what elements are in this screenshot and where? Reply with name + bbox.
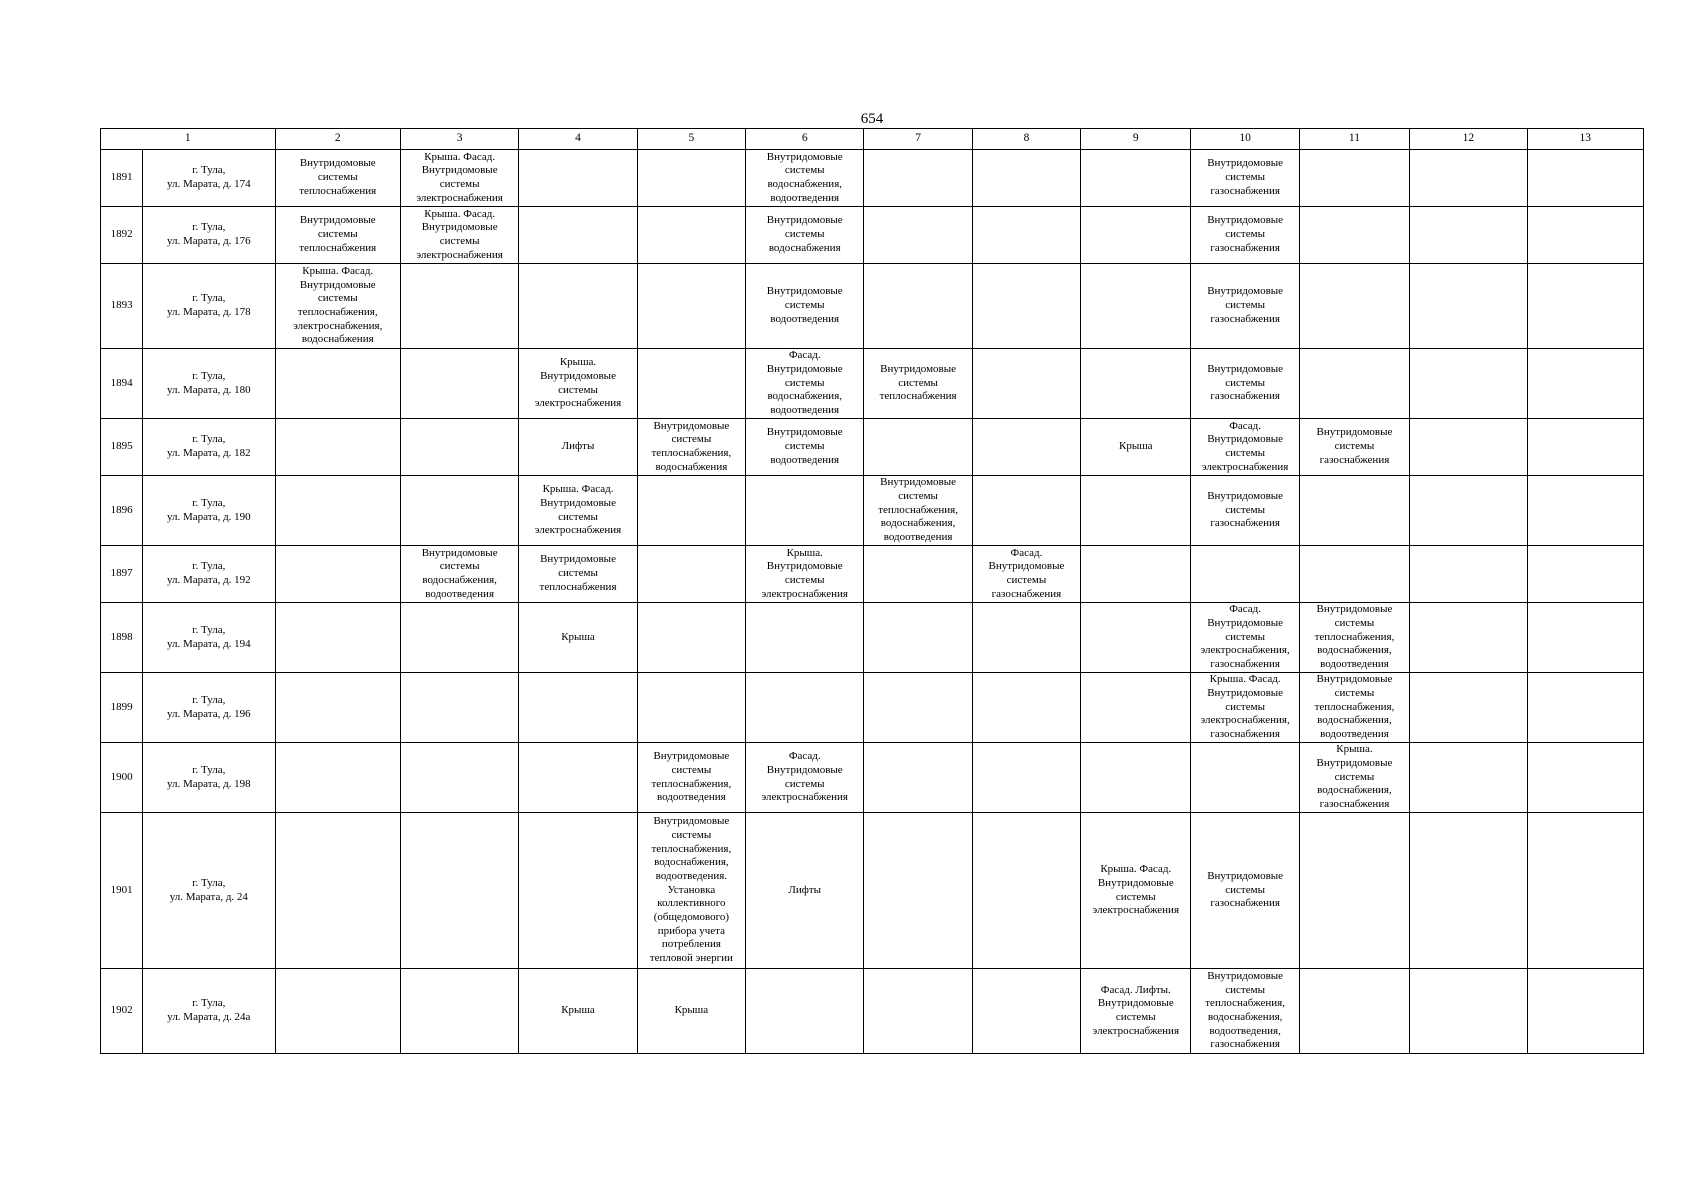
work-cell [972,673,1080,743]
work-cell [1410,969,1527,1054]
work-cell [1527,476,1643,546]
row-number: 1895 [101,419,143,476]
row-number: 1894 [101,349,143,419]
work-cell [400,264,518,349]
work-cell [864,150,972,207]
work-cell [400,476,518,546]
work-cell [400,743,518,813]
work-cell [1410,207,1527,264]
work-cell [1299,264,1409,349]
work-cell: Крыша. Фасад. Внутридомовые системы электроснабжения [1081,813,1191,969]
work-cell: Крыша [1081,419,1191,476]
work-cell [519,207,637,264]
work-cell: Внутридомовые системы теплоснабжения, водоснабжения, водоотведения [864,476,972,546]
work-cell [972,150,1080,207]
work-cell: Крыша. Внутридомовые системы водоснабжения, газоснабжения [1299,743,1409,813]
work-cell [746,673,864,743]
work-cell: Внутридомовые системы теплоснабжения, водоснабжения [637,419,745,476]
column-header: 5 [637,129,745,150]
work-cell [1081,349,1191,419]
work-cell [864,546,972,603]
work-cell [1081,150,1191,207]
work-cell: Внутридомовые системы теплоснабжения, водоснабжения, водоотведения [1299,603,1409,673]
row-number: 1891 [101,150,143,207]
work-cell [275,349,400,419]
work-cell [1081,207,1191,264]
work-cell: Крыша. Фасад. Внутридомовые системы теплоснабжения, электроснабжения, водоснабжения [275,264,400,349]
work-cell [275,476,400,546]
column-header: 3 [400,129,518,150]
row-number: 1902 [101,969,143,1054]
work-cell [1410,546,1527,603]
work-cell: Фасад. Внутридомовые системы электроснабжения [746,743,864,813]
work-cell [972,349,1080,419]
work-cell [864,264,972,349]
work-cell [519,813,637,969]
work-cell [1410,150,1527,207]
work-cell [1081,743,1191,813]
row-number: 1893 [101,264,143,349]
work-cell [637,264,745,349]
header-row [101,129,1644,150]
work-cell [519,743,637,813]
work-cell [972,603,1080,673]
work-cell [275,603,400,673]
work-cell [400,673,518,743]
work-cell: Внутридомовые системы теплоснабжения, водоснабжения, водоотведения. Установка коллективного (общедомового) прибора учета потребления тепловой энергии [637,813,745,969]
table-row [101,673,1644,743]
work-cell [275,969,400,1054]
column-header: 2 [275,129,400,150]
row-number: 1896 [101,476,143,546]
work-cell [275,743,400,813]
table-row [101,207,1644,264]
work-cell [1527,207,1643,264]
work-cell: Внутридомовые системы теплоснабжения [275,207,400,264]
table-row [101,969,1644,1054]
work-cell [1191,546,1299,603]
work-cell [1299,546,1409,603]
table-row [101,150,1644,207]
column-header: 6 [746,129,864,150]
work-cell [1410,419,1527,476]
work-cell [1410,264,1527,349]
work-cell [1527,673,1643,743]
table-row [101,419,1644,476]
column-header: 10 [1191,129,1299,150]
address-cell: г. Тула, ул. Марата, д. 24а [143,969,275,1054]
work-cell [972,419,1080,476]
work-cell [864,969,972,1054]
table-row [101,743,1644,813]
work-cell [746,969,864,1054]
work-cell [1299,349,1409,419]
address-cell: г. Тула, ул. Марата, д. 180 [143,349,275,419]
row-number: 1897 [101,546,143,603]
page-number: 654 [860,111,884,127]
column-header: 13 [1527,129,1643,150]
column-header: 9 [1081,129,1191,150]
work-cell [1527,969,1643,1054]
work-cell: Лифты [519,419,637,476]
work-cell [519,264,637,349]
work-cell: Крыша [637,969,745,1054]
work-cell [864,603,972,673]
work-cell [519,673,637,743]
work-cell: Внутридомовые системы теплоснабжения [275,150,400,207]
work-cell [637,150,745,207]
work-cell: Внутридомовые системы водоснабжения, водоотведения [746,150,864,207]
repair-schedule-table [100,128,1644,1054]
work-cell [1191,743,1299,813]
work-cell: Крыша. Внутридомовые системы электроснабжения [746,546,864,603]
work-cell [1299,476,1409,546]
column-header: 1 [101,129,276,150]
work-cell [637,546,745,603]
work-cell [1081,546,1191,603]
work-cell [1527,264,1643,349]
work-cell [1410,349,1527,419]
work-cell [1527,603,1643,673]
work-cell: Внутридомовые системы водоотведения [746,264,864,349]
work-cell: Крыша [519,969,637,1054]
work-cell: Фасад. Внутридомовые системы газоснабжения [972,546,1080,603]
address-cell: г. Тула, ул. Марата, д. 24 [143,813,275,969]
column-header: 12 [1410,129,1527,150]
row-number: 1901 [101,813,143,969]
work-cell: Фасад. Внутридомовые системы электроснабжения [1191,419,1299,476]
work-cell [972,743,1080,813]
table-row [101,813,1644,969]
table-row [101,349,1644,419]
work-cell [864,813,972,969]
table-row [101,264,1644,349]
address-cell: г. Тула, ул. Марата, д. 196 [143,673,275,743]
work-cell: Крыша. Внутридомовые системы электроснабжения [519,349,637,419]
work-cell [1081,673,1191,743]
work-cell [1527,743,1643,813]
work-cell [972,207,1080,264]
work-cell [972,264,1080,349]
work-cell: Внутридомовые системы газоснабжения [1191,207,1299,264]
work-cell [1081,264,1191,349]
work-cell [637,476,745,546]
work-cell: Внутридомовые системы газоснабжения [1191,264,1299,349]
work-cell: Крыша [519,603,637,673]
work-cell [1081,603,1191,673]
work-cell: Крыша. Фасад. Внутридомовые системы электроснабжения [400,150,518,207]
table-row [101,546,1644,603]
work-cell [746,476,864,546]
work-cell [275,673,400,743]
address-cell: г. Тула, ул. Марата, д. 194 [143,603,275,673]
work-cell [1527,349,1643,419]
work-cell: Крыша. Фасад. Внутридомовые системы электроснабжения [400,207,518,264]
row-number: 1892 [101,207,143,264]
table-row [101,476,1644,546]
work-cell: Крыша. Фасад. Внутридомовые системы электроснабжения [519,476,637,546]
work-cell [1410,603,1527,673]
work-cell [637,349,745,419]
work-cell [972,813,1080,969]
work-cell [275,419,400,476]
work-cell [746,603,864,673]
address-cell: г. Тула, ул. Марата, д. 198 [143,743,275,813]
work-cell [1299,969,1409,1054]
row-number: 1900 [101,743,143,813]
address-cell: г. Тула, ул. Марата, д. 176 [143,207,275,264]
work-cell [1299,813,1409,969]
row-number: 1899 [101,673,143,743]
work-cell: Фасад. Внутридомовые системы электроснабжения, газоснабжения [1191,603,1299,673]
work-cell [1410,743,1527,813]
work-cell [1081,476,1191,546]
address-cell: г. Тула, ул. Марата, д. 174 [143,150,275,207]
work-cell [1527,150,1643,207]
work-cell [637,207,745,264]
work-cell: Внутридомовые системы теплоснабжения [519,546,637,603]
work-cell: Внутридомовые системы газоснабжения [1191,813,1299,969]
work-cell [972,476,1080,546]
work-cell [400,603,518,673]
work-cell: Фасад. Внутридомовые системы водоснабжения, водоотведения [746,349,864,419]
work-cell [637,603,745,673]
column-header: 7 [864,129,972,150]
work-cell: Внутридомовые системы водоотведения [746,419,864,476]
work-cell: Внутридомовые системы газоснабжения [1299,419,1409,476]
work-cell [1410,813,1527,969]
table-row [101,603,1644,673]
work-cell [1527,419,1643,476]
work-cell [864,743,972,813]
work-cell: Крыша. Фасад. Внутридомовые системы электроснабжения, газоснабжения [1191,673,1299,743]
work-cell: Внутридомовые системы газоснабжения [1191,150,1299,207]
work-cell [972,969,1080,1054]
work-cell: Внутридомовые системы теплоснабжения, водоснабжения, водоотведения [1299,673,1409,743]
column-header: 11 [1299,129,1409,150]
work-cell: Внутридомовые системы теплоснабжения, водоснабжения, водоотведения, газоснабжения [1191,969,1299,1054]
work-cell: Внутридомовые системы газоснабжения [1191,349,1299,419]
work-cell [864,207,972,264]
column-header: 8 [972,129,1080,150]
work-cell [1299,207,1409,264]
work-cell [1527,546,1643,603]
work-cell: Внутридомовые системы теплоснабжения [864,349,972,419]
address-cell: г. Тула, ул. Марата, д. 192 [143,546,275,603]
work-cell [864,673,972,743]
work-cell: Внутридомовые системы водоснабжения, водоотведения [400,546,518,603]
address-cell: г. Тула, ул. Марата, д. 182 [143,419,275,476]
work-cell: Внутридомовые системы водоснабжения [746,207,864,264]
work-cell [275,813,400,969]
row-number: 1898 [101,603,143,673]
work-cell [1410,673,1527,743]
work-cell [519,150,637,207]
work-cell [637,673,745,743]
work-cell [275,546,400,603]
work-cell [400,969,518,1054]
address-cell: г. Тула, ул. Марата, д. 178 [143,264,275,349]
work-cell: Внутридомовые системы теплоснабжения, водоотведения [637,743,745,813]
work-cell [400,813,518,969]
work-cell [1299,150,1409,207]
address-cell: г. Тула, ул. Марата, д. 190 [143,476,275,546]
column-header: 4 [519,129,637,150]
work-cell: Фасад. Лифты. Внутридомовые системы электроснабжения [1081,969,1191,1054]
work-cell [1410,476,1527,546]
work-cell: Внутридомовые системы газоснабжения [1191,476,1299,546]
work-cell [400,349,518,419]
work-cell [864,419,972,476]
work-cell [400,419,518,476]
work-cell: Лифты [746,813,864,969]
work-cell [1527,813,1643,969]
